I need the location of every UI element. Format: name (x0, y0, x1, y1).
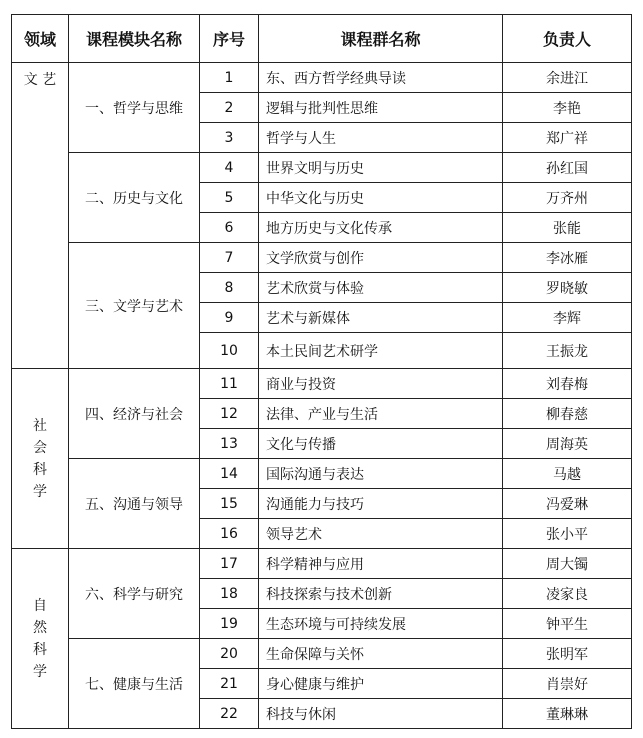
table-row (12, 369, 632, 399)
row-person: 马越 (503, 459, 632, 489)
row-group: 逻辑与批判性思维 (259, 93, 503, 123)
row-num: 9 (200, 303, 259, 333)
row-person: 郑广祥 (503, 123, 632, 153)
row-num: 17 (200, 549, 259, 579)
module-cell: 三、文学与艺术 (69, 243, 200, 369)
table-row (12, 243, 632, 273)
row-num: 4 (200, 153, 259, 183)
module-cell: 五、沟通与领导 (69, 459, 200, 549)
module-cell: 一、哲学与思维 (69, 63, 200, 153)
header-person: 负责人 (503, 15, 632, 63)
row-num: 2 (200, 93, 259, 123)
row-num: 10 (200, 333, 259, 369)
row-group: 法律、产业与生活 (259, 399, 503, 429)
row-group: 生态环境与可持续发展 (259, 609, 503, 639)
row-person: 张能 (503, 213, 632, 243)
table-row (12, 549, 632, 579)
row-group: 艺术欣赏与体验 (259, 273, 503, 303)
row-person: 周海英 (503, 429, 632, 459)
row-person: 孙红国 (503, 153, 632, 183)
row-group: 国际沟通与表达 (259, 459, 503, 489)
table-row (12, 639, 632, 669)
row-num: 16 (200, 519, 259, 549)
module-cell: 二、历史与文化 (69, 153, 200, 243)
row-person: 肖崇好 (503, 669, 632, 699)
domain-label: 文 艺 (23, 72, 57, 88)
domain-label: 社 会 科 学 (33, 417, 47, 500)
table-row (12, 153, 632, 183)
row-group: 地方历史与文化传承 (259, 213, 503, 243)
row-group: 商业与投资 (259, 369, 503, 399)
row-group: 沟通能力与技巧 (259, 489, 503, 519)
row-group: 科学精神与应用 (259, 549, 503, 579)
row-num: 6 (200, 213, 259, 243)
table-row (12, 63, 632, 93)
row-num: 5 (200, 183, 259, 213)
row-person: 钟平生 (503, 609, 632, 639)
row-person: 余进江 (503, 63, 632, 93)
row-num: 18 (200, 579, 259, 609)
row-person: 罗晓敏 (503, 273, 632, 303)
row-person: 冯爱琳 (503, 489, 632, 519)
row-num: 14 (200, 459, 259, 489)
row-person: 万齐州 (503, 183, 632, 213)
row-person: 李辉 (503, 303, 632, 333)
header-domain: 领域 (12, 15, 69, 63)
row-group: 科技探索与技术创新 (259, 579, 503, 609)
row-group: 世界文明与历史 (259, 153, 503, 183)
row-group: 身心健康与维护 (259, 669, 503, 699)
header-num: 序号 (200, 15, 259, 63)
row-num: 15 (200, 489, 259, 519)
row-person: 李艳 (503, 93, 632, 123)
row-person: 柳春慈 (503, 399, 632, 429)
row-person: 张小平 (503, 519, 632, 549)
row-person: 张明军 (503, 639, 632, 669)
row-num: 8 (200, 273, 259, 303)
row-num: 22 (200, 699, 259, 729)
row-group: 东、西方哲学经典导读 (259, 63, 503, 93)
row-group: 文化与传播 (259, 429, 503, 459)
header-group: 课程群名称 (259, 15, 503, 63)
row-num: 11 (200, 369, 259, 399)
header-module: 课程模块名称 (69, 15, 200, 63)
row-group: 生命保障与关怀 (259, 639, 503, 669)
row-group: 艺术与新媒体 (259, 303, 503, 333)
table-row (12, 459, 632, 489)
row-person: 刘春梅 (503, 369, 632, 399)
row-group: 领导艺术 (259, 519, 503, 549)
row-person: 周大镯 (503, 549, 632, 579)
row-num: 20 (200, 639, 259, 669)
row-person: 王振龙 (503, 333, 632, 369)
domain-cell (12, 549, 69, 729)
row-person: 凌家良 (503, 579, 632, 609)
row-group: 文学欣赏与创作 (259, 243, 503, 273)
row-group: 科技与休闲 (259, 699, 503, 729)
module-cell: 六、科学与研究 (69, 549, 200, 639)
row-person: 李冰雁 (503, 243, 632, 273)
row-num: 12 (200, 399, 259, 429)
row-num: 1 (200, 63, 259, 93)
domain-cell (12, 63, 69, 369)
row-num: 21 (200, 669, 259, 699)
row-num: 13 (200, 429, 259, 459)
row-group: 中华文化与历史 (259, 183, 503, 213)
domain-label: 自 然 科 学 (33, 597, 47, 680)
row-num: 19 (200, 609, 259, 639)
module-cell: 四、经济与社会 (69, 369, 200, 459)
row-person: 董琳琳 (503, 699, 632, 729)
row-num: 3 (200, 123, 259, 153)
row-num: 7 (200, 243, 259, 273)
course-table (11, 14, 632, 729)
module-cell: 七、健康与生活 (69, 639, 200, 729)
row-group: 哲学与人生 (259, 123, 503, 153)
domain-cell (12, 369, 69, 549)
header-row (12, 15, 632, 63)
row-group: 本土民间艺术研学 (259, 333, 503, 369)
